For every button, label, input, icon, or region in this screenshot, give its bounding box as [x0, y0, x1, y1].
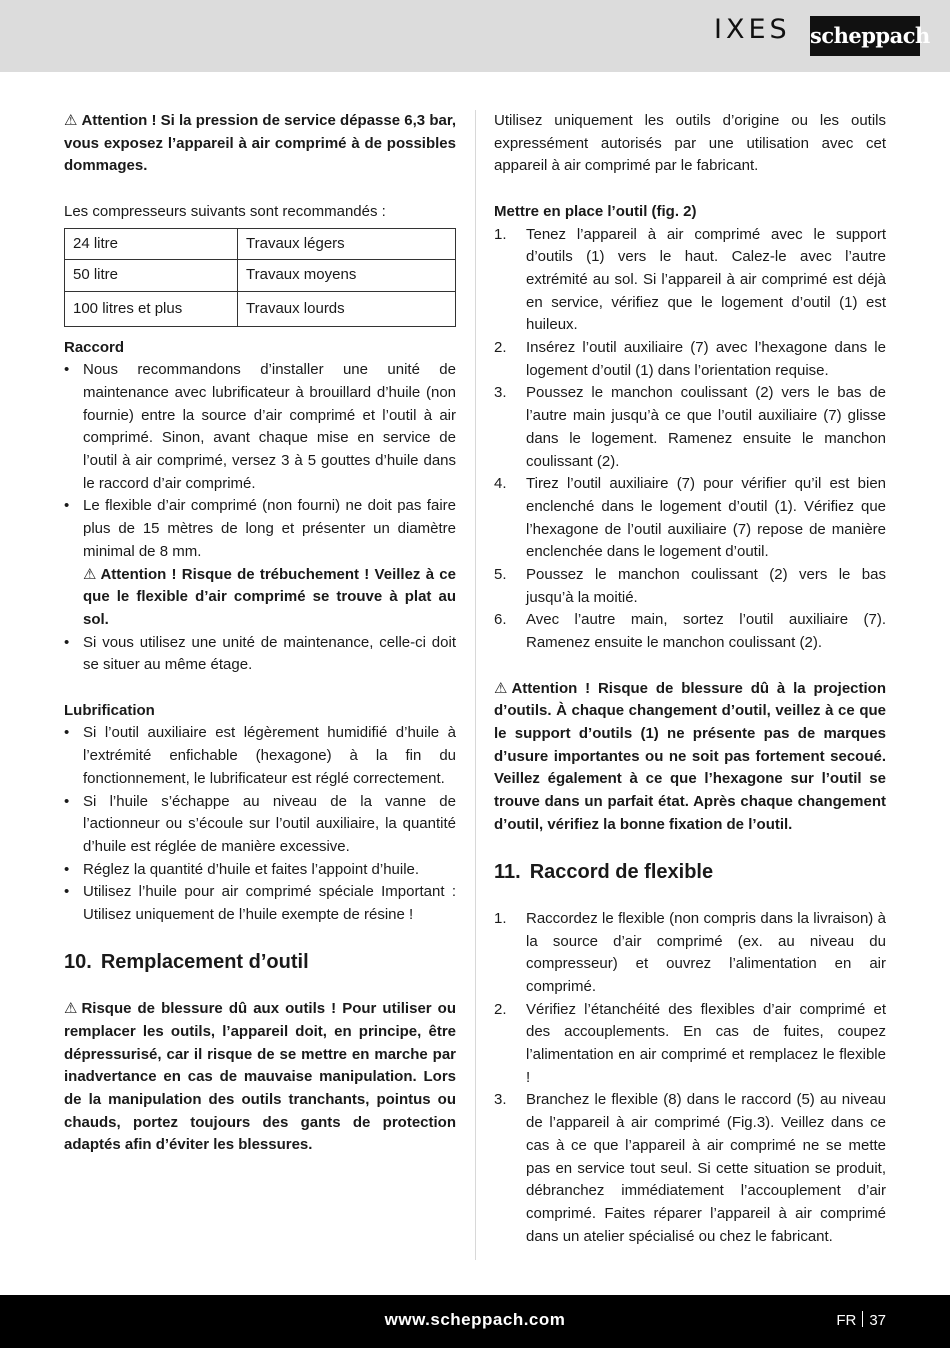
lubrification-heading: Lubrification — [64, 701, 155, 719]
table-cell: 50 litre — [65, 259, 238, 291]
warning-triangle-icon: ⚠ — [64, 112, 78, 129]
separator — [862, 1311, 863, 1327]
list-item: 3. Branchez le flexible (8) dans le raccord (5) au niveau de l’appareil à air comprimé (Fig.3). Veillez dans ce cas à ce que l’appareil à air comprimé ne se mette pas en service tout seul. Si cette situation se produit, débranchez immédiatement l’accouplement d’air comprimé. Faites réparer l’appareil à air comprimé dans un atelier spécialisé ou chez le fabricant. — [494, 1091, 886, 1245]
warning-triangle-icon: ⚠ — [494, 679, 508, 697]
lubrification-list — [64, 722, 456, 926]
projection-warning: ⚠ Attention ! Risque de blessure dû à la projection d’outils. À chaque changement d’outil, veillez à ce que le support d’outils (1) ne présente pas de marques d’usure importantes ou ne soit pas fortement secoué. Veillez également à ce que l’hexagone sur l’outil se trouve dans un parfait état. Après chaque changement d’outil, vérifiez la bonne fixation de l’outil. — [494, 679, 886, 833]
list-item: 3. Poussez le manchon coulissant (2) vers le bas de l’autre main jusqu’à ce que l’outil auxiliaire (7) glisse dans le logement. Ramenez ensuite le manchon coulissant (2). — [494, 384, 886, 470]
list-item: 2. Insérez l’outil auxiliaire (7) avec l’hexagone dans le logement d’outil (1) dans l’orientation requise. — [494, 339, 886, 379]
right-column — [494, 110, 886, 1248]
list-item: 4. Tirez l’outil auxiliaire (7) pour vérifier qu’il est bien enclenché dans le logement d’outil (1). Vérifiez que l’hexagone de l’outil auxiliaire (7) repose de manière enclenchée dans le logement d’outil. — [494, 475, 886, 561]
list-item: 2. Vérifiez l’étanchéité des flexibles d’air comprimé et des accouplements. En cas de fuites, coupez l’alimentation en air comprimé et remplacez le flexible ! — [494, 1000, 886, 1086]
left-column — [64, 110, 456, 1157]
page-header — [0, 0, 950, 72]
list-item: • Si l’huile s’échappe au niveau de la vanne de l’actionneur ou s’écoule sur l’outil auxiliaire, la quantité d’huile est réglée de manière excessive. — [64, 791, 456, 859]
compressors-intro: Les compresseurs suivants sont recommandés : — [64, 202, 386, 220]
list-item: • Utilisez l’huile pour air comprimé spéciale Important : Utilisez uniquement de l’huile exempte de résine ! — [64, 881, 456, 926]
pressure-warning: ⚠ Attention ! Si la pression de service dépasse 6,3 bar, vous exposez l’appareil à air comprimé à de possibles dommages. — [64, 112, 456, 175]
compressor-table — [64, 228, 456, 327]
table-cell: Travaux lourds — [238, 291, 456, 326]
section-11-steps — [494, 908, 886, 1249]
list-item: • Nous recommandons d’installer une unité de maintenance avec lubrificateur à brouillard d’huile (non fournie) entre la source d’air comprimé et l’outil à air comprimé. Sinon, avant chaque mise en service de l’outil à air comprimé, versez 3 à 5 gouttes d’huile dans le raccord d’air comprimé. — [64, 359, 456, 495]
table-cell: 100 litres et plus — [65, 291, 238, 326]
list-item: 6. Avec l’autre main, sortez l’outil auxiliaire (7). Ramenez ensuite le manchon coulissant (2). — [494, 611, 886, 652]
tools-intro: Utilisez uniquement les outils d’origine ou les outils expressément autorisés par une utilisation avec cet appareil à air comprimé par le fabricant. — [494, 112, 886, 175]
list-item: • Le flexible d’air comprimé (non fourni) ne doit pas faire plus de 15 mètres de long et présenter un diamètre minimal de 8 mm. — [64, 495, 456, 563]
warning-triangle-icon: ⚠ — [83, 565, 97, 583]
list-item: 1. Raccordez le flexible (non compris dans la livraison) à la source d’air comprimé (ex. au niveau du compresseur) et ouvrez l’alimentation en air comprimé. — [494, 909, 886, 995]
section-10-title: 10. Remplacement d’outil — [64, 951, 309, 974]
website-link[interactable]: www.scheppach.com — [384, 1310, 566, 1329]
scheppach-logo: scheppach — [810, 16, 920, 56]
raccord-list — [64, 359, 456, 563]
list-item: • Réglez la quantité d’huile et faites l’appoint d’huile. — [64, 859, 456, 882]
section-11-title: 11. Raccord de flexible — [494, 861, 714, 884]
raccord-list-2 — [64, 632, 456, 677]
raccord-heading: Raccord — [64, 338, 125, 356]
table-row — [65, 228, 456, 259]
table-cell: 24 litre — [65, 228, 238, 259]
list-item: • Si vous utilisez une unité de maintenance, celle-ci doit se situer au même étage. — [64, 632, 456, 677]
warning-triangle-icon: ⚠ — [64, 1000, 78, 1018]
mettre-heading: Mettre en place l’outil (fig. 2) — [494, 202, 697, 220]
table-row — [65, 259, 456, 291]
page-number: FR 37 — [836, 1312, 886, 1329]
column-divider — [475, 110, 476, 1260]
table-cell: Travaux légers — [238, 228, 456, 259]
tool-injury-warning: ⚠ Risque de blessure dû aux outils ! Pour utiliser ou remplacer les outils, l’appareil doit, en principe, être dépressurisé, car il risque de se mettre en marche par inadvertance en cas de mauvaise manipulation. Lors de la manipulation des outils tranchants, pointus ou chauds, portez toujours des gants de protection adaptés afin d’éviter les blessures. — [64, 1000, 456, 1154]
list-item: 1. Tenez l’appareil à air comprimé avec le support d’outils (1) vers le haut. Calez-le avec l’autre extrémité au sol. Si l’appareil à air comprimé est déjà en service, vérifiez que le logement d’outil (1) est huileux. — [494, 225, 886, 334]
tripping-warning: ⚠ Attention ! Risque de trébuchement ! Veillez à ce que le flexible d’air comprimé se trouve à plat au sol. — [83, 565, 456, 628]
list-item: 5. Poussez le manchon coulissant (2) vers le bas jusqu’à la moitié. — [494, 566, 886, 606]
table-cell: Travaux moyens — [238, 259, 456, 291]
ixes-logo: IXES — [714, 14, 791, 45]
table-row — [65, 291, 456, 326]
page-footer — [0, 1295, 950, 1348]
mettre-steps — [494, 224, 886, 655]
list-item: • Si l’outil auxiliaire est légèrement humidifié d’huile à l’extrémité enfichable (hexagone) à la fin du fonctionnement, le lubrificateur est réglé correctement. — [64, 722, 456, 790]
